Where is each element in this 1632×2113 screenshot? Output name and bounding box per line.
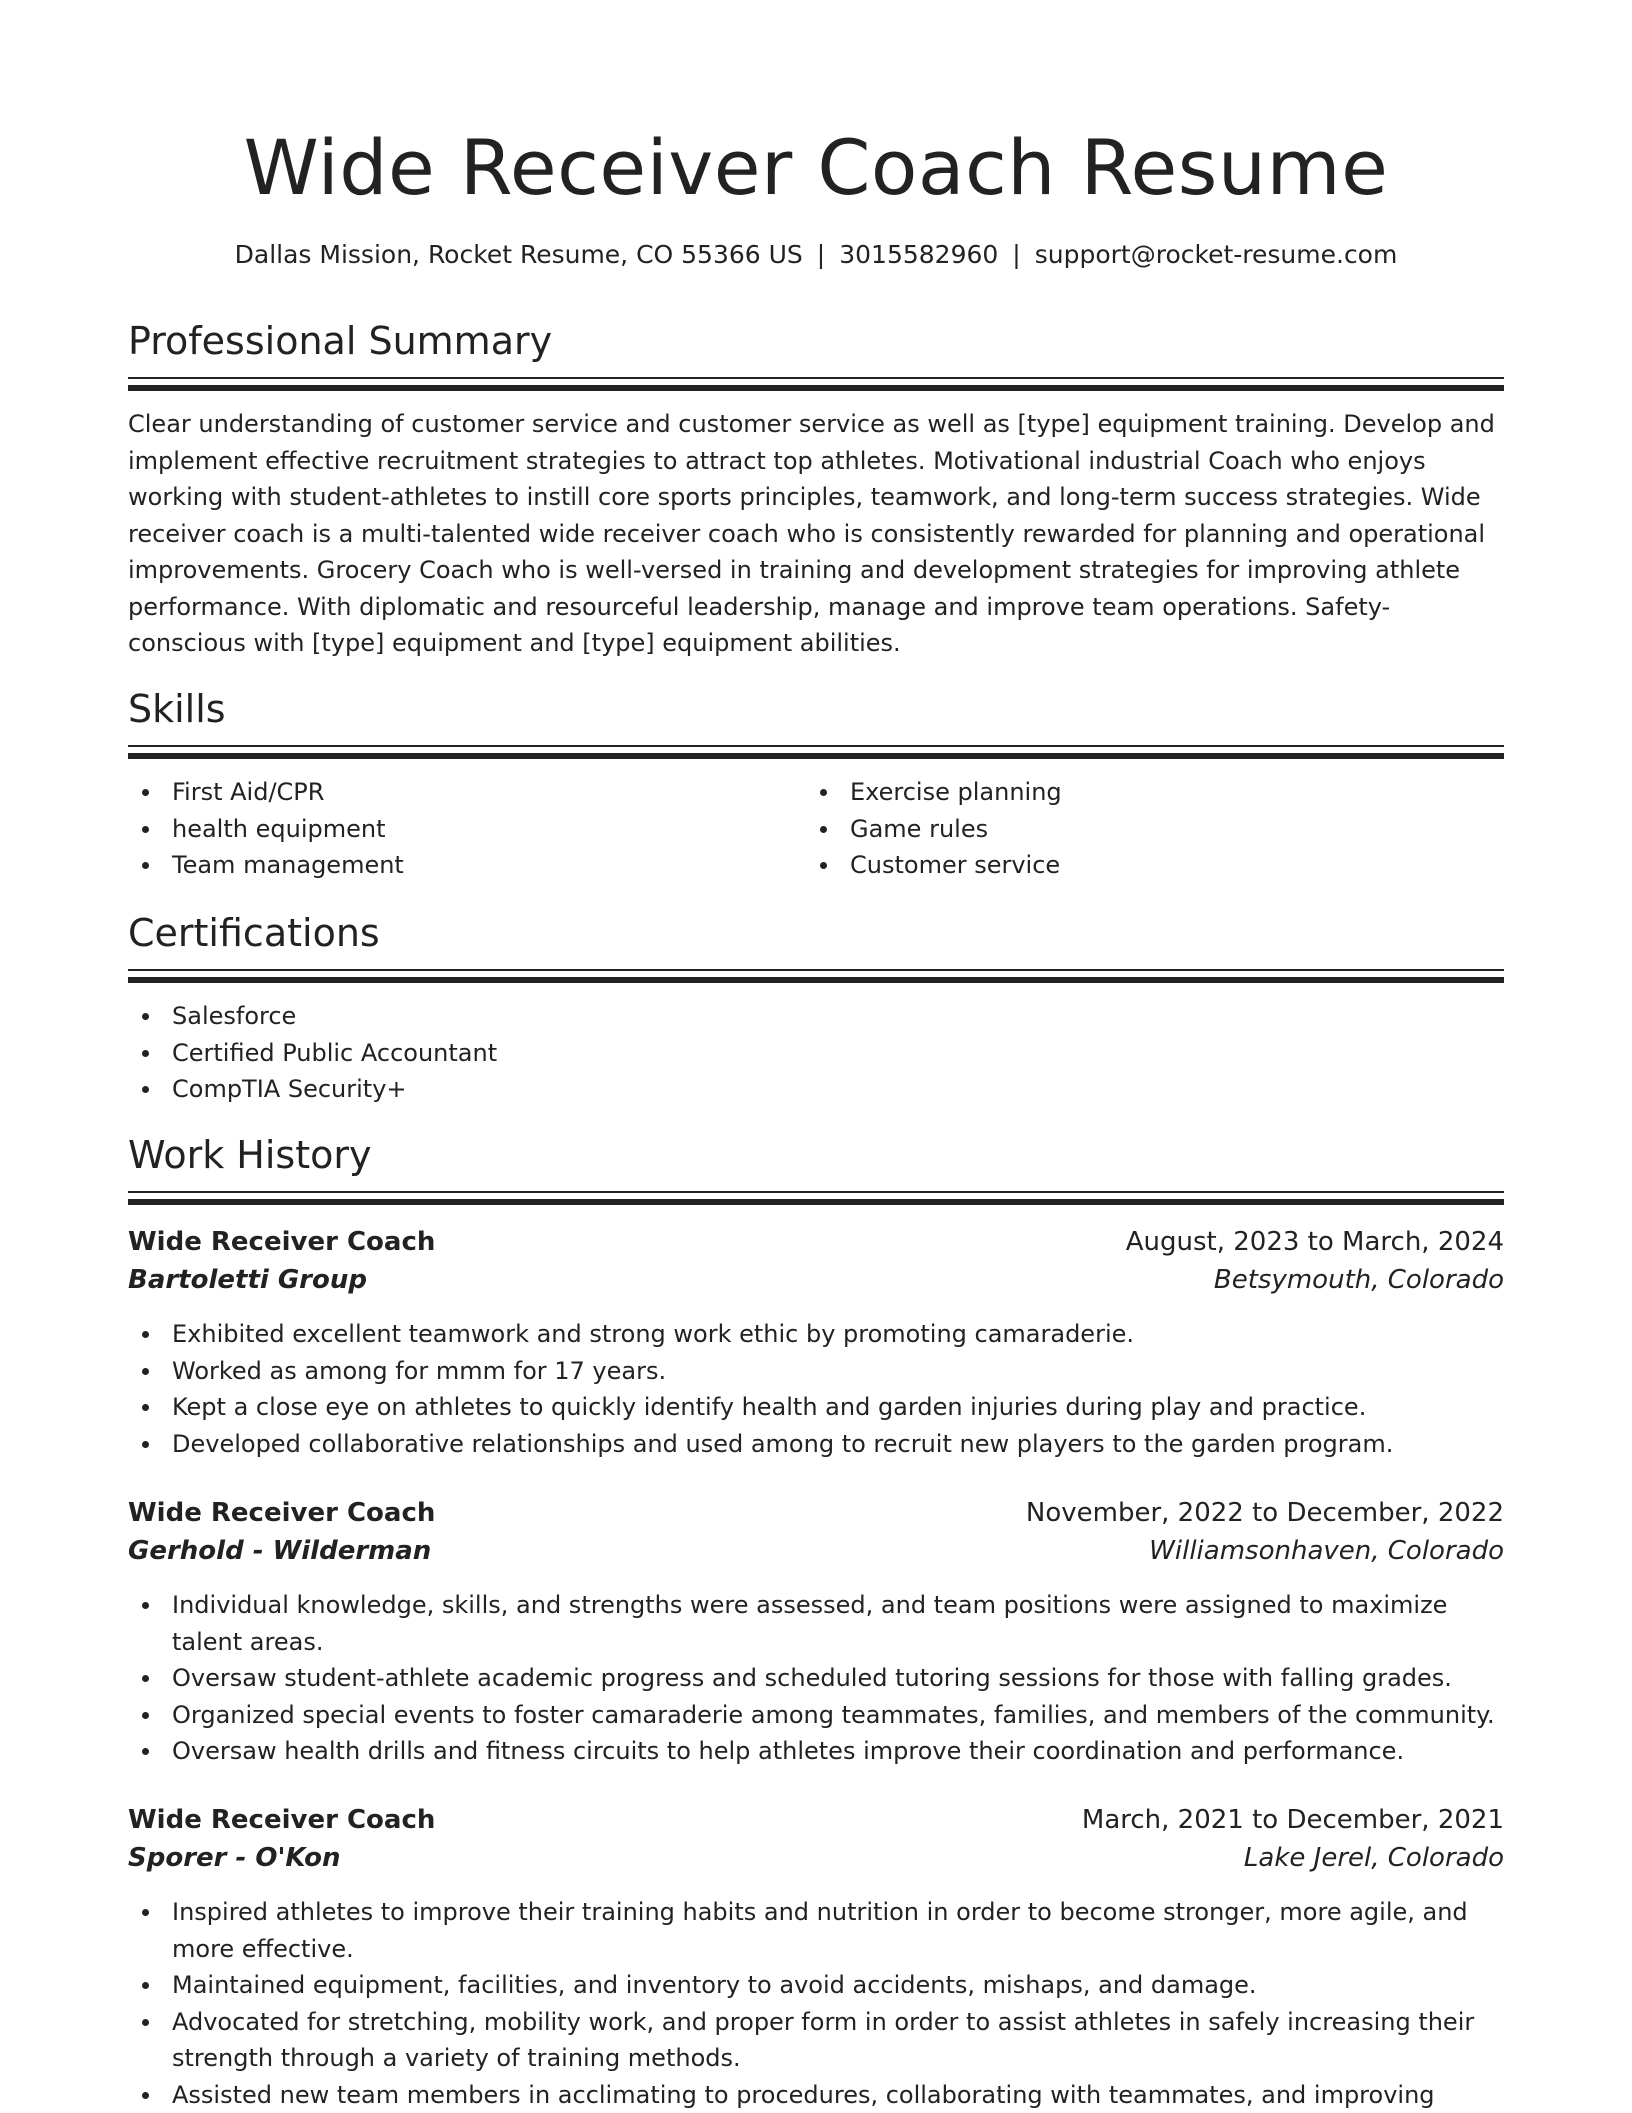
contact-line	[128, 237, 1504, 273]
job-bullet: Exhibited excellent teamwork and strong work ethic by promoting camaraderie.	[128, 1316, 1504, 1353]
job-bullet: Developed collaborative relationships and used among to recruit new players to the garden program.	[128, 1426, 1504, 1463]
section-divider	[128, 1191, 1504, 1193]
skill-item: Customer service	[806, 847, 1486, 884]
skills-heading: Skills	[128, 684, 1504, 734]
job-company-row	[128, 1261, 1504, 1299]
job-bullet: Inspired athletes to improve their training habits and nutrition in order to become stronger, more agile, and more effective.	[128, 1894, 1504, 1967]
job-bullet-list	[128, 1316, 1504, 1462]
job-bullet-list	[128, 1587, 1504, 1770]
job-bullet: Advocated for stretching, mobility work, and proper form in order to assist athletes in safely increasing their strength through a variety of training methods.	[128, 2004, 1504, 2077]
job-bullet: Oversaw health drills and fitness circuits to help athletes improve their coordination and performance.	[128, 1733, 1504, 1770]
job-title: Wide Receiver Coach	[128, 1223, 435, 1261]
skills-list-left	[128, 774, 808, 884]
section-divider	[128, 969, 1504, 971]
contact-email[interactable]: support@rocket-resume.com	[1035, 240, 1398, 269]
job-bullet: Worked as among for mmm for 17 years.	[128, 1353, 1504, 1390]
contact-phone: 3015582960	[839, 240, 998, 269]
job-company: Gerhold - Wilderman	[128, 1532, 431, 1570]
job-bullet: Assisted new team members in acclimating to procedures, collaborating with teammates, and improving	[128, 2077, 1504, 2113]
section-divider	[128, 1199, 1504, 1205]
skills-column-left	[128, 774, 808, 884]
job-header-row	[128, 1223, 1504, 1261]
skills-list-right	[806, 774, 1486, 884]
section-divider	[128, 753, 1504, 759]
job-company-row	[128, 1839, 1504, 1877]
section-divider	[128, 977, 1504, 983]
job-location: Lake Jerel, Colorado	[1244, 1839, 1504, 1877]
contact-separator: |	[803, 240, 839, 269]
certifications-section-header	[128, 908, 1504, 958]
summary-section-header	[128, 316, 1504, 366]
certification-item: Salesforce	[128, 998, 1504, 1035]
job-bullet-list	[128, 1894, 1504, 2113]
job-bullet: Kept a close eye on athletes to quickly identify health and garden injuries during play and practice.	[128, 1389, 1504, 1426]
job-bullet: Individual knowledge, skills, and strengths were assessed, and team positions were assigned to maximize talent areas.	[128, 1587, 1504, 1660]
summary-text: Clear understanding of customer service and customer service as well as [type] equipment training. Develop and implement effective recruitment strategies to attract top athletes. Motivational industrial Coach who enjoys working with student-athletes to instill core sports principles, teamwork, and long-term success strategies. Wide receiver coach is a multi-talented wide receiver coach who is consistently rewarded for planning and operational improvements. Grocery Coach who is well-versed in training and development strategies for improving athlete performance. With diplomatic and resourceful leadership, manage and improve team operations. Safety-conscious with [type] equipment and [type] equipment abilities.	[128, 406, 1504, 662]
job-entry	[128, 1494, 1504, 1770]
job-header-row	[128, 1801, 1504, 1839]
summary-heading: Professional Summary	[128, 316, 1504, 366]
job-bullet: Maintained equipment, facilities, and inventory to avoid accidents, mishaps, and damage.	[128, 1967, 1504, 2004]
job-title: Wide Receiver Coach	[128, 1801, 435, 1839]
skills-section-header	[128, 684, 1504, 734]
skill-item: health equipment	[128, 811, 808, 848]
job-location: Williamsonhaven, Colorado	[1149, 1532, 1504, 1570]
skills-column-right	[806, 774, 1486, 884]
section-divider	[128, 377, 1504, 379]
job-dates: November, 2022 to December, 2022	[1026, 1494, 1504, 1532]
job-bullet: Organized special events to foster camaraderie among teammates, families, and members of the community.	[128, 1697, 1504, 1734]
job-dates: March, 2021 to December, 2021	[1082, 1801, 1504, 1839]
contact-address: Dallas Mission, Rocket Resume, CO 55366 US	[235, 240, 803, 269]
job-company: Sporer - O'Kon	[128, 1839, 341, 1877]
job-dates: August, 2023 to March, 2024	[1126, 1223, 1504, 1261]
job-company-row	[128, 1532, 1504, 1570]
job-entry	[128, 1223, 1504, 1462]
skill-item: Team management	[128, 847, 808, 884]
contact-separator: |	[998, 240, 1034, 269]
job-company: Bartoletti Group	[128, 1261, 367, 1299]
job-title: Wide Receiver Coach	[128, 1494, 435, 1532]
job-header-row	[128, 1494, 1504, 1532]
certifications-heading: Certifications	[128, 908, 1504, 958]
skill-item: Game rules	[806, 811, 1486, 848]
section-divider	[128, 745, 1504, 747]
skill-item: First Aid/CPR	[128, 774, 808, 811]
job-bullet: Oversaw student-athlete academic progress and scheduled tutoring sessions for those with falling grades.	[128, 1660, 1504, 1697]
certifications-list	[128, 998, 1504, 1108]
certification-item: Certified Public Accountant	[128, 1035, 1504, 1072]
resume-title: Wide Receiver Coach Resume	[128, 118, 1504, 218]
work-history-heading: Work History	[128, 1130, 1504, 1180]
job-entry	[128, 1801, 1504, 2113]
section-divider	[128, 385, 1504, 391]
certifications-list-container	[128, 998, 1504, 1108]
certification-item: CompTIA Security+	[128, 1071, 1504, 1108]
skill-item: Exercise planning	[806, 774, 1486, 811]
work-history-section-header	[128, 1130, 1504, 1180]
job-location: Betsymouth, Colorado	[1214, 1261, 1504, 1299]
